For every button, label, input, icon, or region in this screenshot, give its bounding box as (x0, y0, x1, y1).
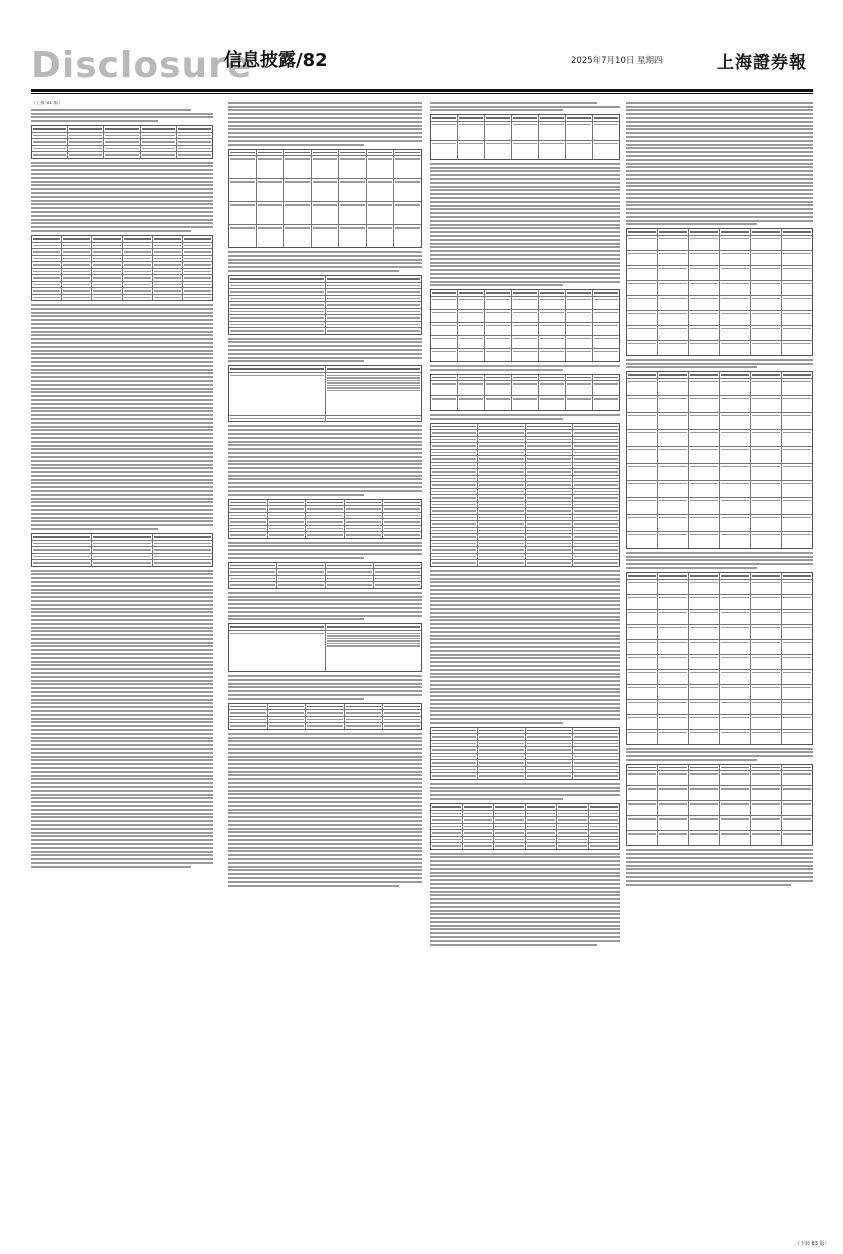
table-5 (228, 275, 422, 335)
table-9 (228, 623, 422, 672)
column-2 (228, 100, 422, 888)
table-4 (228, 149, 422, 249)
header-rule-thin (31, 93, 813, 94)
masthead (31, 44, 813, 88)
table-10 (228, 703, 422, 730)
table-2 (31, 235, 213, 301)
table-1 (31, 125, 213, 159)
table-13 (430, 374, 620, 412)
table-8 (228, 562, 422, 589)
issue-date: 2025年7月10日 星期四 (571, 56, 663, 66)
table-20 (626, 764, 813, 847)
table-6 (228, 365, 422, 422)
column-1 (31, 100, 213, 870)
table-16 (430, 803, 620, 850)
header-rule (31, 89, 813, 92)
section-title-cn: 信息披露/82 (224, 50, 328, 71)
table-17 (626, 228, 813, 356)
table-12 (430, 289, 620, 362)
newspaper-name: 上海證券報 (717, 53, 807, 73)
table-7 (228, 499, 422, 539)
table-14 (430, 423, 620, 567)
column-3 (430, 100, 620, 947)
table-19 (626, 572, 813, 745)
continued-from: （上接 81 版） (31, 101, 63, 106)
column-4 (626, 100, 813, 887)
section-title-en: Disclosure (31, 45, 253, 86)
continued-to: （下转 83 版） (795, 1241, 830, 1247)
table-3 (31, 533, 213, 567)
table-18 (626, 371, 813, 549)
top-margin (0, 0, 843, 34)
table-11 (430, 114, 620, 160)
table-15 (430, 727, 620, 780)
